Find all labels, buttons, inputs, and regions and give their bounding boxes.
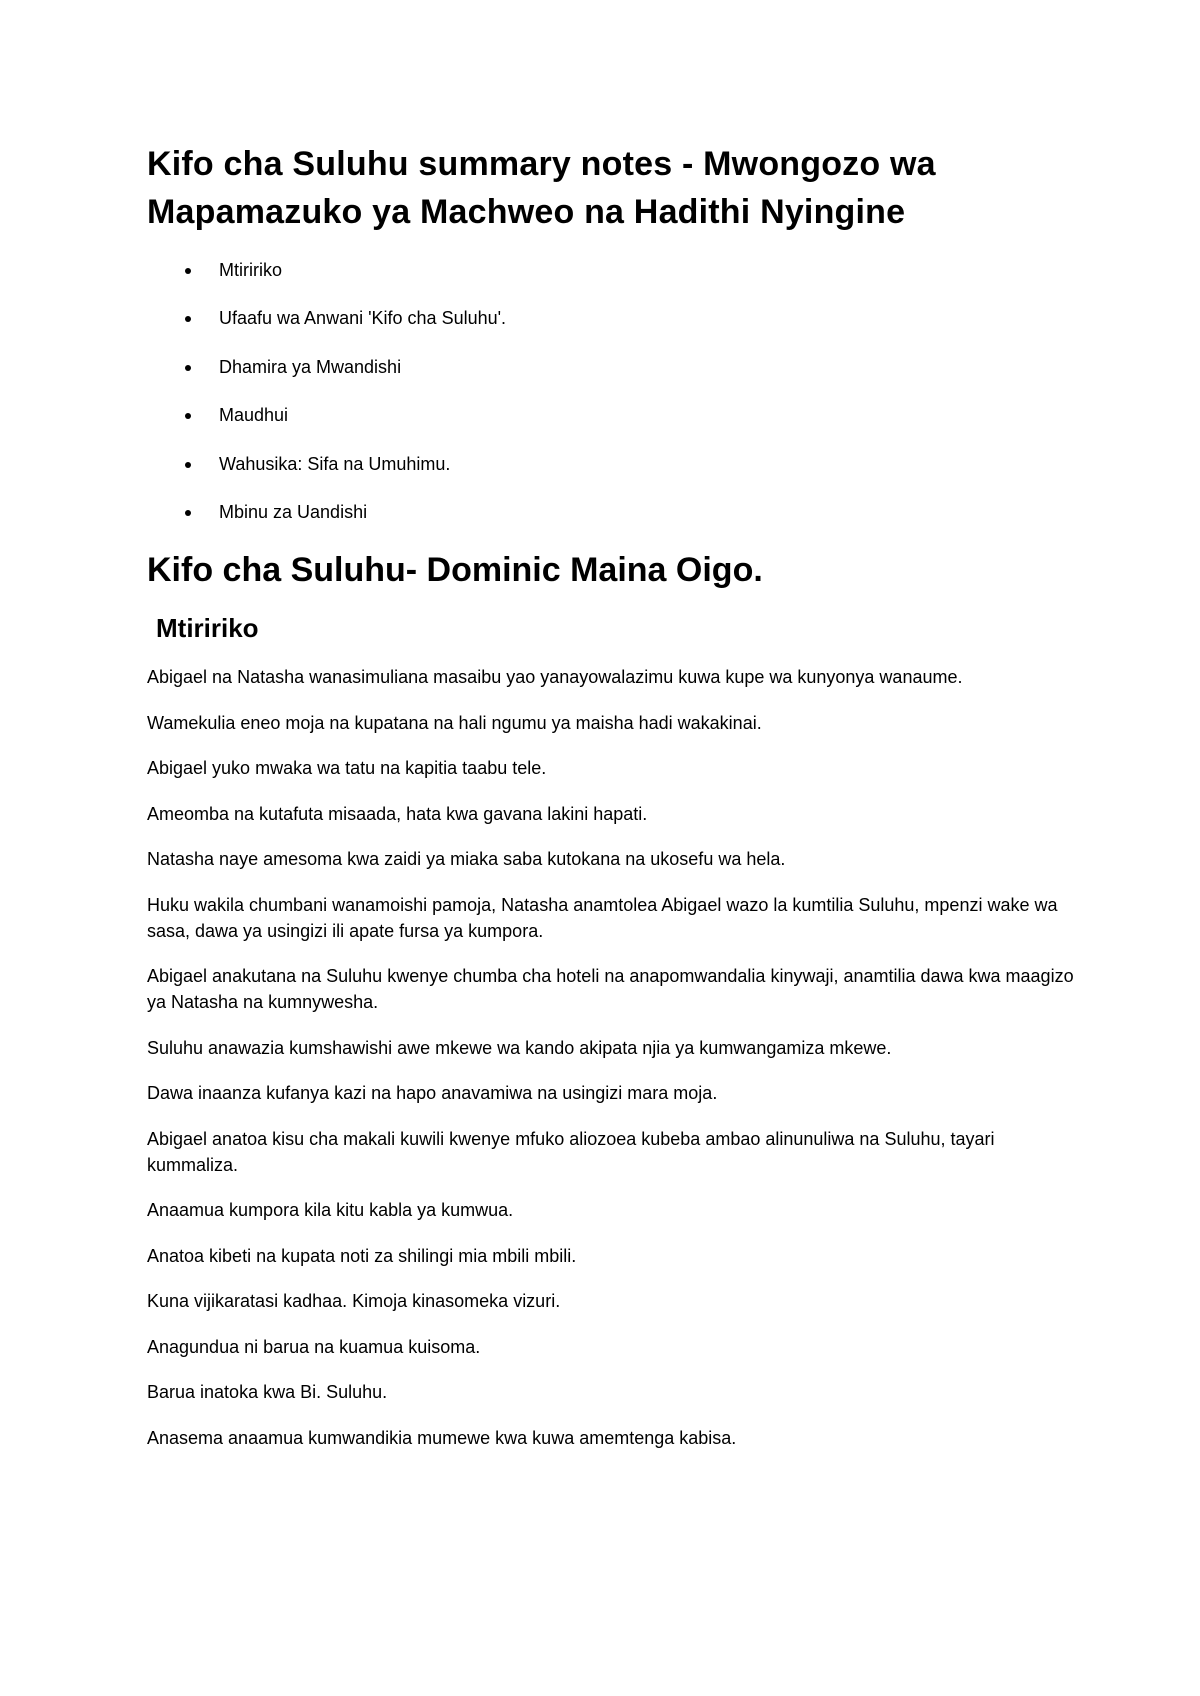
topic-item [147,258,1077,282]
paragraph: Anagundua ni barua na kuamua kuisoma. [147,1336,481,1357]
summary-paragraphs [147,664,1077,1451]
bullet-icon [185,413,191,419]
bullet-icon [185,268,191,274]
paragraph: Suluhu anawazia kumshawishi awe mkewe wa kando akipata njia ya kumwangamiza mkewe. [147,1037,892,1058]
topics-list [147,258,1077,524]
paragraph: Huku wakila chumbani wanamoishi pamoja, Natasha anamtolea Abigael wazo la kumtilia Suluhu, mpenzi wake wa sasa, dawa ya usingizi ili apate fursa ya kumpora. [147,894,1058,941]
paragraph: Natasha naye amesoma kwa zaidi ya miaka saba kutokana na ukosefu wa hela. [147,849,786,870]
topic-item [147,403,1077,427]
topic-label: Maudhui [219,405,289,426]
document-title: Kifo cha Suluhu summary notes - Mwongozo wa Mapamazuko ya Machweo na Hadithi Nyingine [147,145,936,231]
bullet-icon [185,510,191,516]
paragraph: Anaamua kumpora kila kitu kabla ya kumwua. [147,1200,514,1221]
paragraph: Wamekulia eneo moja na kupatana na hali ngumu ya maisha hadi wakakinai. [147,712,762,733]
topic-item [147,355,1077,379]
subsection-title: Mtiririko [156,613,259,644]
bullet-icon [185,365,191,371]
paragraph: Abigael anakutana na Suluhu kwenye chumba cha hoteli na anapomwandalia kinywaji, anamtilia dawa kwa maagizo ya Natasha na kumnywesha. [147,966,1074,1013]
section-title: Kifo cha Suluhu- Dominic Maina Oigo. [147,551,763,590]
bullet-icon [185,462,191,468]
topic-label: Mbinu za Uandishi [219,501,368,522]
paragraph: Abigael na Natasha wanasimuliana masaibu yao yanayowalazimu kuwa kupe wa kunyonya wanaume. [147,667,963,688]
topic-item [147,452,1077,476]
document-page [147,140,1077,1470]
topic-label: Dhamira ya Mwandishi [219,356,402,377]
topic-label: Ufaafu wa Anwani 'Kifo cha Suluhu'. [219,308,507,329]
topic-label: Mtiririko [219,260,282,280]
paragraph: Dawa inaanza kufanya kazi na hapo anavamiwa na usingizi mara moja. [147,1083,718,1104]
paragraph: Kuna vijikaratasi kadhaa. Kimoja kinasomeka vizuri. [147,1291,561,1312]
paragraph: Abigael anatoa kisu cha makali kuwili kwenye mfuko aliozoea kubeba ambao alinunuliwa na Suluhu, tayari kummaliza. [147,1128,995,1175]
topic-label: Wahusika: Sifa na Umuhimu. [219,453,451,474]
topic-item [147,306,1077,330]
paragraph: Barua inatoka kwa Bi. Suluhu. [147,1382,388,1403]
paragraph: Anatoa kibeti na kupata noti za shilingi mia mbili mbili. [147,1245,577,1266]
topic-item [147,500,1077,524]
paragraph: Abigael yuko mwaka wa tatu na kapitia taabu tele. [147,758,547,779]
bullet-icon [185,316,191,322]
paragraph: Ameomba na kutafuta misaada, hata kwa gavana lakini hapati. [147,803,648,824]
paragraph: Anasema anaamua kumwandikia mumewe kwa kuwa amemtenga kabisa. [147,1427,737,1448]
